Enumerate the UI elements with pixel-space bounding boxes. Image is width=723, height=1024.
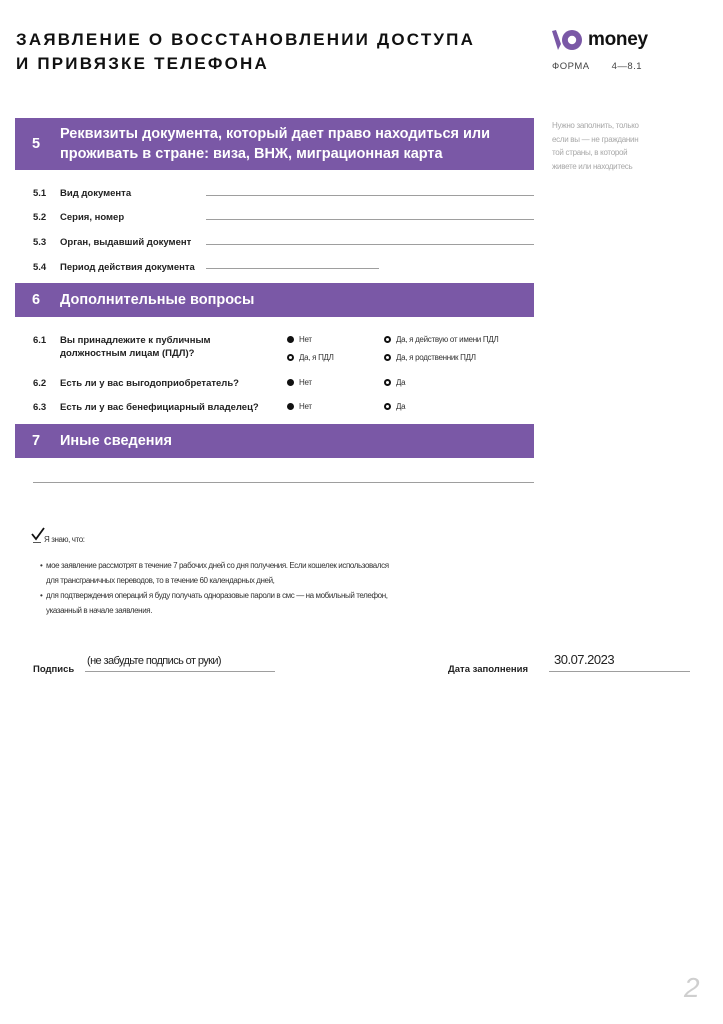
- section-title: Иные сведения: [60, 433, 172, 449]
- field-number: 5.2: [33, 212, 47, 223]
- radio-unchecked-icon: [384, 403, 391, 410]
- form-label: ФОРМА 4—8.1: [552, 61, 643, 72]
- radio-unchecked-icon: [384, 354, 391, 361]
- radio-unchecked-icon: [384, 379, 391, 386]
- field-label-issuer: Орган, выдавший документ: [60, 237, 192, 248]
- section-title: Дополнительные вопросы: [60, 292, 255, 308]
- field-number: 6.1: [33, 335, 47, 346]
- date-value: 30.07.2023: [554, 652, 615, 667]
- title-line-1: ЗАЯВЛЕНИЕ О ВОССТАНОВЛЕНИИ ДОСТУПА: [16, 30, 476, 49]
- radio-pdl-relative[interactable]: Да, я родственник ПДЛ: [384, 353, 476, 362]
- radio-unchecked-icon: [384, 336, 391, 343]
- checkmark-underline: [33, 542, 41, 543]
- field-number: 6.3: [33, 402, 47, 413]
- section-5-header: [15, 118, 534, 170]
- question-pdl: Вы принадлежите к публичным должностным лицам (ПДЛ)?: [60, 335, 211, 359]
- section-number: 7: [32, 433, 41, 449]
- form-number: 4—8.1: [611, 61, 643, 72]
- logo-text: money: [588, 29, 648, 50]
- field-number: 5.1: [33, 188, 47, 199]
- section-7-header: [15, 424, 534, 458]
- title-line-2: И ПРИВЯЗКЕ ТЕЛЕФОНА: [16, 54, 269, 73]
- radio-checked-icon: [287, 379, 294, 386]
- other-info-input[interactable]: [33, 482, 534, 483]
- question-beneficiary: Есть ли у вас выгодоприобретатель?: [60, 378, 239, 389]
- radio-pdl-no[interactable]: Нет: [287, 335, 312, 344]
- section-title: Реквизиты документа, который дает право находиться или проживать в стране: виза, ВНЖ, миграционная карта: [60, 126, 491, 162]
- signature-input[interactable]: [85, 671, 275, 672]
- radio-beneficiary-yes[interactable]: Да: [384, 378, 405, 387]
- date-label: Дата заполнения: [448, 664, 528, 675]
- acknowledgement-bullet: • мое заявление рассмотрят в течение 7 рабочих дней со дня получения. Если кошелек использовался для трансграничных переводов, то в течение 60 календарных дней,: [40, 561, 389, 585]
- yoomoney-logo-icon: [552, 30, 583, 50]
- radio-pdl-yes[interactable]: Да, я ПДЛ: [287, 353, 334, 362]
- field-number: 5.4: [33, 262, 47, 273]
- section-6-header: [15, 283, 534, 317]
- series-number-input[interactable]: [206, 219, 534, 220]
- radio-unchecked-icon: [287, 354, 294, 361]
- field-number: 6.2: [33, 378, 47, 389]
- section-number: 6: [32, 292, 41, 308]
- date-input[interactable]: [549, 671, 690, 672]
- acknowledgement-heading: Я знаю, что:: [44, 535, 85, 544]
- acknowledgement-bullet: • для подтверждения операций я буду получать одноразовые пароли в смс — на мобильный телефон, указанный в начале заявления.: [40, 591, 388, 615]
- page-title: [16, 28, 475, 76]
- checkmark-icon: [31, 527, 45, 546]
- radio-pdl-acting[interactable]: Да, я действую от имени ПДЛ: [384, 335, 498, 344]
- radio-owner-no[interactable]: Нет: [287, 402, 312, 411]
- field-label-series-number: Серия, номер: [60, 212, 125, 223]
- signature-label: Подпись: [33, 664, 75, 675]
- issuer-input[interactable]: [206, 244, 534, 245]
- radio-checked-icon: [287, 403, 294, 410]
- radio-owner-yes[interactable]: Да: [384, 402, 405, 411]
- page-number: 2: [684, 972, 700, 1003]
- field-number: 5.3: [33, 237, 47, 248]
- field-label-validity-period: Период действия документа: [60, 262, 195, 273]
- doc-type-input[interactable]: [206, 195, 534, 196]
- brand-logo: [552, 28, 648, 52]
- field-label-doc-type: Вид документа: [60, 188, 132, 199]
- validity-period-input[interactable]: [206, 268, 379, 269]
- radio-checked-icon: [287, 336, 294, 343]
- question-beneficial-owner: Есть ли у вас бенефициарный владелец?: [60, 402, 259, 413]
- side-note: Нужно заполнить, только если вы — не гражданин той страны, в которой живете или находитесь: [552, 121, 639, 171]
- radio-beneficiary-no[interactable]: Нет: [287, 378, 312, 387]
- section-number: 5: [32, 136, 41, 152]
- signature-value: (не забудьте подпись от руки): [87, 655, 221, 667]
